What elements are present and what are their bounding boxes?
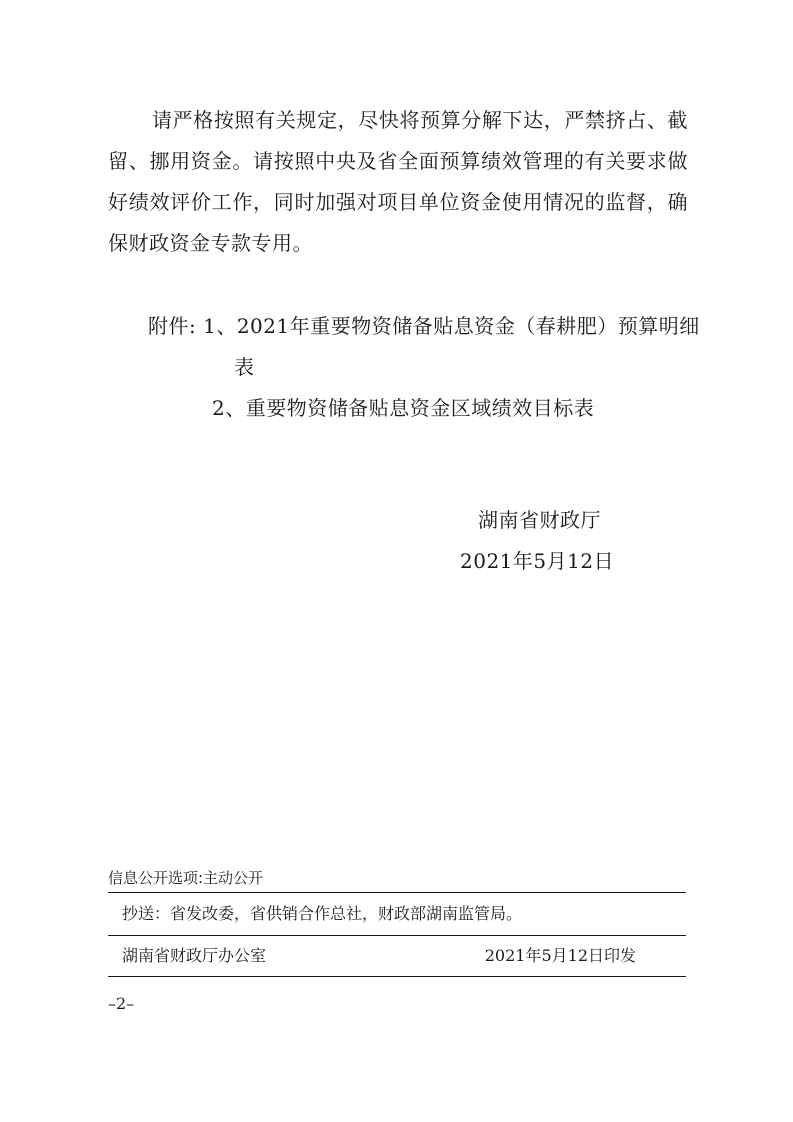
attachment-item-1: 1、2021年重要物资储备贴息资金（春耕肥）预算明细: [203, 314, 700, 338]
signature-block: [460, 500, 680, 582]
footer-divider-bottom: [108, 976, 686, 977]
body-paragraph: 请严格按照有关规定，尽快将预算分解下达，严禁挤占、截留、挪用资金。请按照中央及省全面预算绩效管理的有关要求做好绩效评价工作，同时加强对项目单位资金使用情况的监督，确保财政资金专款专用。: [108, 108, 688, 255]
attachments-label: 附件:: [148, 314, 197, 338]
issuer-office: 湖南省财政厅办公室: [122, 946, 267, 965]
issue-line: [108, 936, 686, 976]
document-footer: [108, 864, 686, 977]
attachment-item-1-continued: 表: [234, 355, 255, 379]
attachment-line-1: [148, 306, 708, 347]
page-number: –2–: [108, 994, 135, 1013]
attachment-item-2: 2、重要物资储备贴息资金区域绩效目标表: [212, 396, 595, 420]
cc-line: 抄送：省发改委，省供销合作总社，财政部湖南监管局。: [122, 904, 523, 923]
attachments-block: [148, 306, 708, 429]
signature-date: 2021年5月12日: [460, 549, 615, 573]
issue-date: 2021年5月12日印发: [484, 946, 636, 965]
signature-org: 湖南省财政厅: [478, 508, 601, 532]
disclosure-option: 信息公开选项:主动公开: [108, 869, 264, 887]
body-text: [108, 100, 688, 264]
